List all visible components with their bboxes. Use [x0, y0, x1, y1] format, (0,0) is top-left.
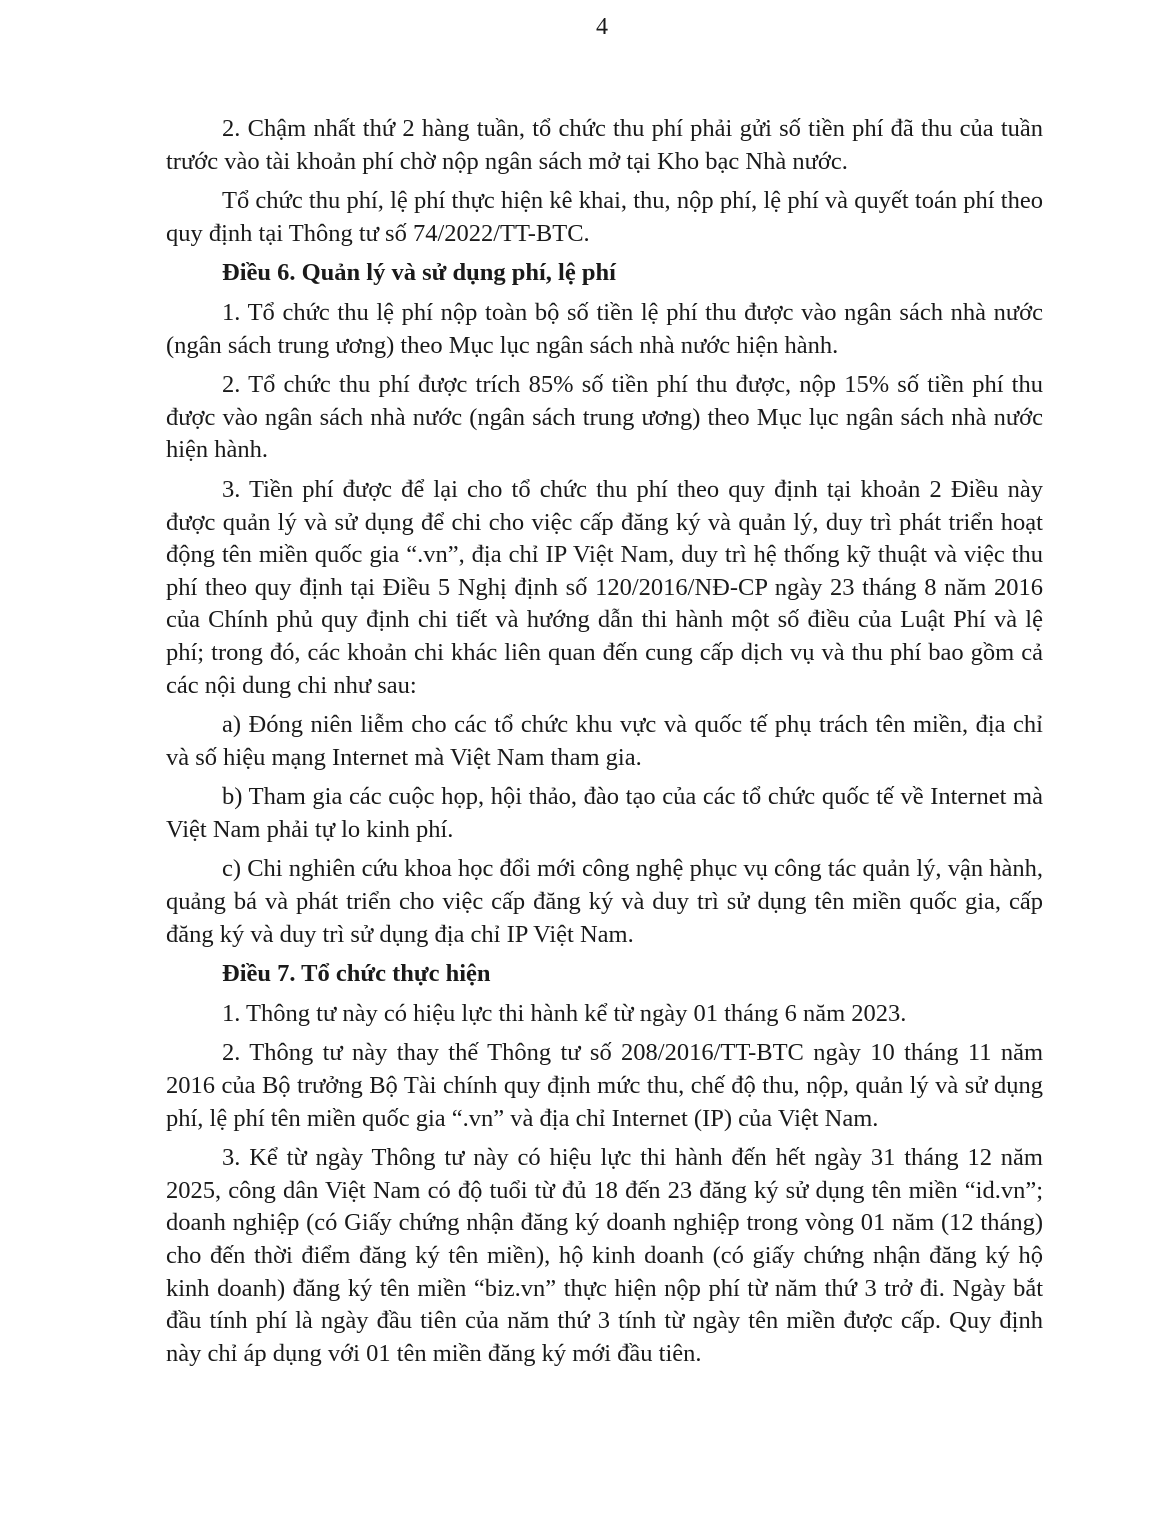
paragraph: a) Đóng niên liễm cho các tổ chức khu vực và quốc tế phụ trách tên miền, địa chỉ và số hiệu mạng Internet mà Việt Nam tham gia.	[166, 711, 1043, 771]
paragraph: 2. Chậm nhất thứ 2 hàng tuần, tổ chức thu phí phải gửi số tiền phí đã thu của tuần trước vào tài khoản phí chờ nộp ngân sách mở tại Kho bạc Nhà nước.	[166, 115, 1043, 175]
paragraph: c) Chi nghiên cứu khoa học đổi mới công nghệ phục vụ công tác quản lý, vận hành, quảng bá và phát triển cho việc cấp đăng ký và duy trì sử dụng tên miền quốc gia, cấp đăng ký và duy trì sử dụng địa chỉ IP Việt Nam.	[166, 855, 1043, 948]
paragraph: 1. Thông tư này có hiệu lực thi hành kể từ ngày 01 tháng 6 năm 2023.	[222, 999, 907, 1027]
paragraph: 3. Kể từ ngày Thông tư này có hiệu lực thi hành đến hết ngày 31 tháng 12 năm 2025, công dân Việt Nam có độ tuổi từ đủ 18 đến 23 đăng ký sử dụng tên miền “id.vn”; doanh nghiệp (có Giấy chứng nhận đăng ký doanh nghiệp trong vòng 01 năm (12 tháng) cho đến thời điểm đăng ký tên miền), hộ kinh doanh (có giấy chứng nhận đăng ký hộ kinh doanh) đăng ký tên miền “biz.vn” thực hiện nộp phí từ năm thứ 3 trở đi. Ngày bắt đầu tính phí là ngày đầu tiên của năm thứ 3 tính từ ngày tên miền được cấp. Quy định này chỉ áp dụng với 01 tên miền đăng ký mới đầu tiên.	[166, 1144, 1043, 1367]
paragraph: 3. Tiền phí được để lại cho tổ chức thu phí theo quy định tại khoản 2 Điều này được quản lý và sử dụng để chi cho việc cấp đăng ký và quản lý, duy trì phát triển hoạt động tên miền quốc gia “.vn”, địa chỉ IP Việt Nam, duy trì hệ thống kỹ thuật và việc thu phí theo quy định tại Điều 5 Nghị định số 120/2016/NĐ-CP ngày 23 tháng 8 năm 2016 của Chính phủ quy định chi tiết và hướng dẫn thi hành một số điều của Luật Phí và lệ phí; trong đó, các khoản chi khác liên quan đến cung cấp dịch vụ và thu phí bao gồm cả các nội dung chi như sau:	[166, 475, 1043, 699]
paragraph: b) Tham gia các cuộc họp, hội thảo, đào tạo của các tổ chức quốc tế về Internet mà Việt Nam phải tự lo kinh phí.	[166, 783, 1043, 843]
paragraph: 2. Tổ chức thu phí được trích 85% số tiền phí thu được, nộp 15% số tiền phí thu được vào ngân sách nhà nước (ngân sách trung ương) theo Mục lục ngân sách nhà nước hiện hành.	[166, 371, 1043, 464]
paragraph: Tổ chức thu phí, lệ phí thực hiện kê khai, thu, nộp phí, lệ phí và quyết toán phí theo quy định tại Thông tư số 74/2022/TT-BTC.	[166, 187, 1043, 247]
paragraph: 2. Thông tư này thay thế Thông tư số 208/2016/TT-BTC ngày 10 tháng 11 năm 2016 của Bộ trưởng Bộ Tài chính quy định mức thu, chế độ thu, nộp, quản lý và sử dụng phí, lệ phí tên miền quốc gia “.vn” và địa chỉ Internet (IP) của Việt Nam.	[166, 1039, 1043, 1132]
article-heading: Điều 7. Tổ chức thực hiện	[222, 960, 491, 988]
article-heading: Điều 6. Quản lý và sử dụng phí, lệ phí	[222, 259, 616, 287]
page-number: 4	[596, 14, 608, 40]
paragraph: 1. Tổ chức thu lệ phí nộp toàn bộ số tiền lệ phí thu được vào ngân sách nhà nước (ngân sách trung ương) theo Mục lục ngân sách nhà nước hiện hành.	[166, 298, 1043, 359]
document-body	[166, 113, 1043, 1377]
